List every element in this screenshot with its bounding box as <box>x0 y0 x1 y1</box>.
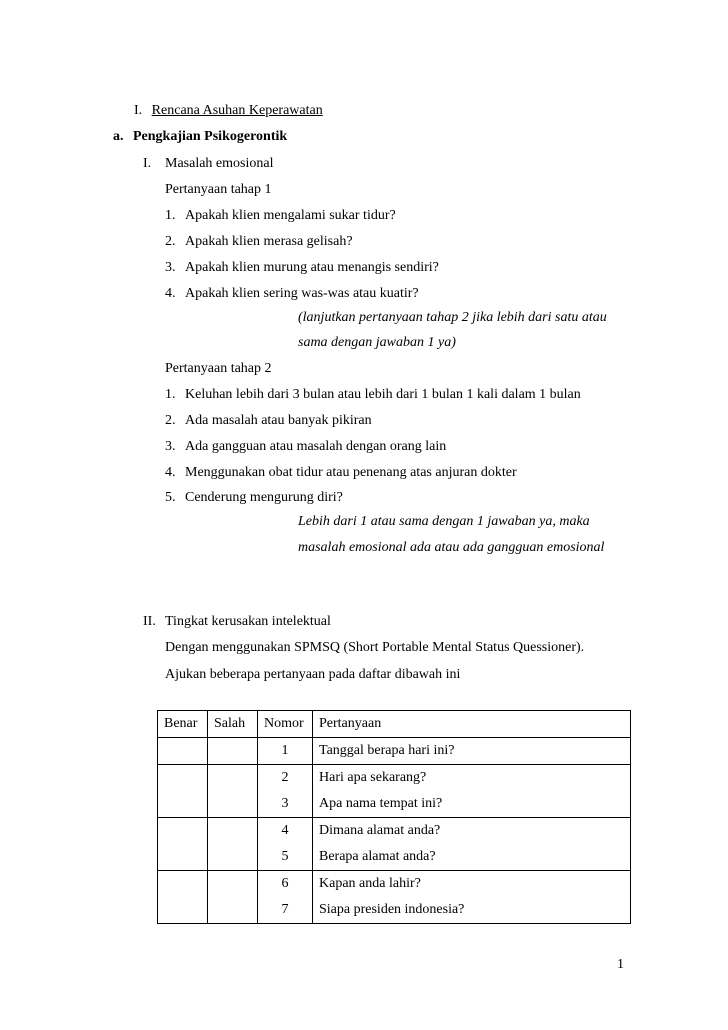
stage1-item: 1. Apakah klien mengalami sukar tidur? <box>165 208 396 223</box>
part1-title: Masalah emosional <box>165 156 274 171</box>
stage1-note-line: (lanjutkan pertanyaan tahap 2 jika lebih dari satu atau <box>298 310 607 325</box>
table-row <box>158 765 631 818</box>
part2-instruction: Ajukan beberapa pertanyaan pada daftar dibawah ini <box>165 667 461 682</box>
nomor-cell: 4 5 <box>258 818 313 871</box>
stage1-item: 2. Apakah klien merasa gelisah? <box>165 234 353 249</box>
stage2-label: Pertanyaan tahap 2 <box>165 361 272 376</box>
page-number: 1 <box>617 957 624 972</box>
part1-heading <box>143 156 274 172</box>
stage2-item: 4. Menggunakan obat tidur atau penenang atas anjuran dokter <box>165 465 517 480</box>
benar-cell[interactable] <box>158 765 208 818</box>
subsection-heading <box>113 129 287 145</box>
nomor-cell: 6 7 <box>258 871 313 924</box>
benar-cell[interactable] <box>158 818 208 871</box>
part1-marker: I. <box>143 156 152 171</box>
nomor-cell: 2 3 <box>258 765 313 818</box>
stage2-item: 3. Ada gangguan atau masalah dengan orang lain <box>165 439 447 454</box>
table-row <box>158 738 631 765</box>
pertanyaan-cell: Kapan anda lahir? Siapa presiden indonesia? <box>313 871 631 924</box>
header-pertanyaan: Pertanyaan <box>313 711 631 738</box>
salah-cell[interactable] <box>208 871 258 924</box>
header-salah: Salah <box>208 711 258 738</box>
salah-cell[interactable] <box>208 765 258 818</box>
stage2-note-line: Lebih dari 1 atau sama dengan 1 jawaban ya, maka <box>298 514 590 529</box>
salah-cell[interactable] <box>208 738 258 765</box>
part2-heading <box>143 614 331 630</box>
table-row <box>158 818 631 871</box>
pertanyaan-cell: Hari apa sekarang? Apa nama tempat ini? <box>313 765 631 818</box>
stage1-note-line: sama dengan jawaban 1 ya) <box>298 335 456 350</box>
stage2-item: 1. Keluhan lebih dari 3 bulan atau lebih dari 1 bulan 1 kali dalam 1 bulan <box>165 387 581 402</box>
header-benar: Benar <box>158 711 208 738</box>
subsection-title: Pengkajian Psikogerontik <box>133 129 288 144</box>
part2-marker: II. <box>143 614 156 629</box>
table-header-row <box>158 711 631 738</box>
pertanyaan-cell: Tanggal berapa hari ini? <box>313 738 631 765</box>
part2-title: Tingkat kerusakan intelektual <box>165 614 331 629</box>
section-title: Rencana Asuhan Keperawatan <box>151 103 323 118</box>
stage1-label: Pertanyaan tahap 1 <box>165 182 272 197</box>
salah-cell[interactable] <box>208 818 258 871</box>
nomor-cell: 1 <box>258 738 313 765</box>
table-row <box>158 871 631 924</box>
stage2-item: 2. Ada masalah atau banyak pikiran <box>165 413 372 428</box>
spmsq-table <box>157 710 631 924</box>
pertanyaan-cell: Dimana alamat anda? Berapa alamat anda? <box>313 818 631 871</box>
benar-cell[interactable] <box>158 871 208 924</box>
section-marker: I. <box>134 103 143 118</box>
stage2-note-line: masalah emosional ada atau ada gangguan emosional <box>298 540 605 555</box>
stage1-item: 3. Apakah klien murung atau menangis sendiri? <box>165 260 439 275</box>
header-nomor: Nomor <box>258 711 313 738</box>
part2-description: Dengan menggunakan SPMSQ (Short Portable Mental Status Quessioner). <box>165 640 585 655</box>
stage2-item: 5. Cenderung mengurung diri? <box>165 490 343 505</box>
subsection-marker: a. <box>113 129 124 144</box>
section-heading <box>134 103 323 119</box>
stage1-item: 4. Apakah klien sering was-was atau kuatir? <box>165 286 419 301</box>
benar-cell[interactable] <box>158 738 208 765</box>
